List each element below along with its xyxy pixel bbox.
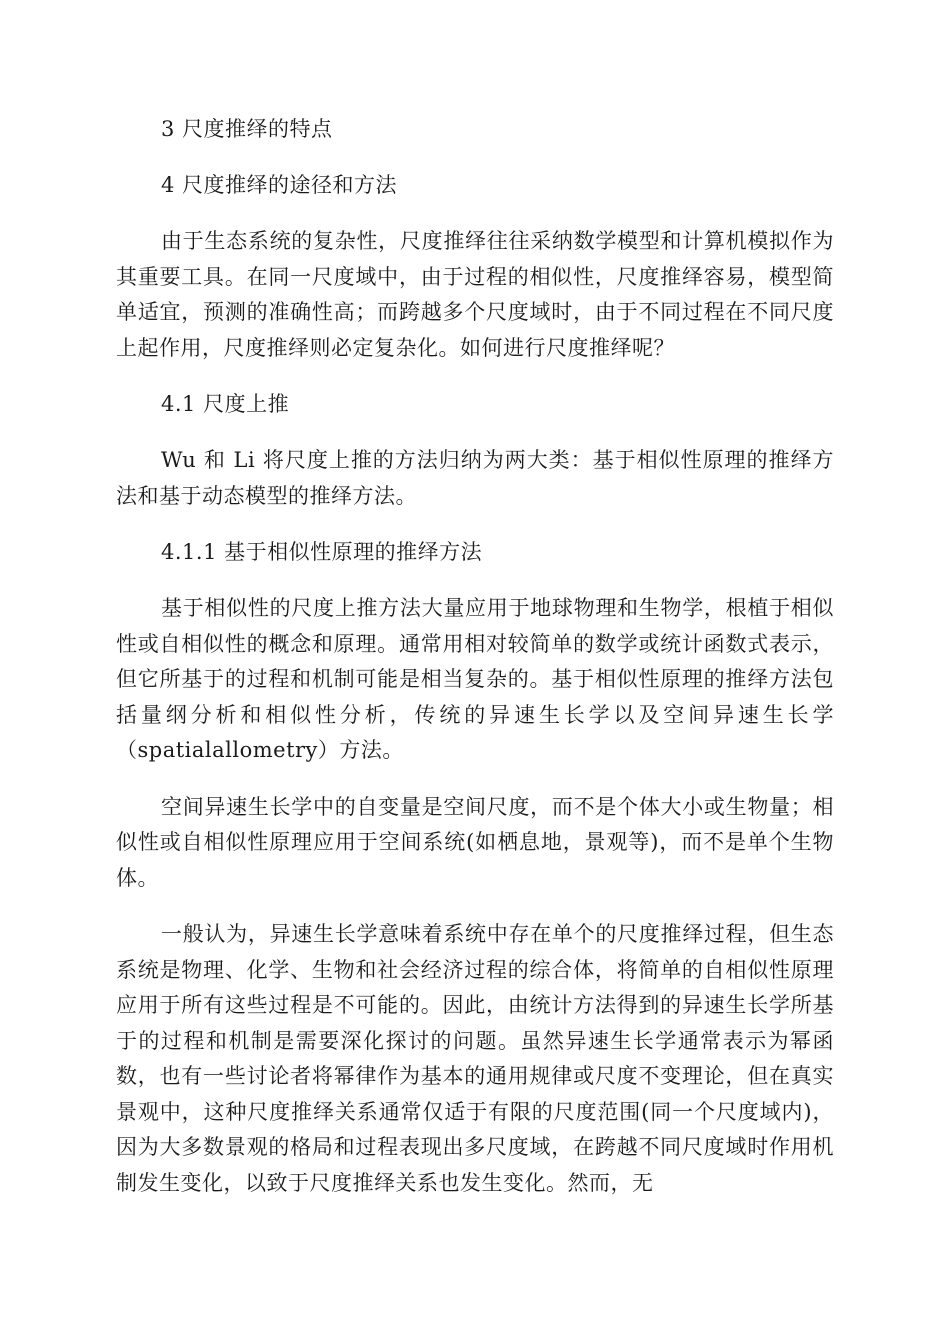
paragraph-5: 一般认为，异速生长学意味着系统中存在单个的尺度推绎过程，但生态系统是物理、化学、生物和社会经济过程的综合体，将简单的自相似性原理应用于所有这些过程是不可能的。因此，由统计方法得到的异速生长学所基于的过程和机制是需要深化探讨的问题。虽然异速生长学通常表示为幂函数，也有一些讨论者将幂律作为基本的通用规律或尺度不变理论，但在真实景观中，这种尺度推绎关系通常仅适于有限的尺度范围(同一个尺度域内)，因为大多数景观的格局和过程表现出多尺度域，在跨越不同尺度域时作用机制发生变化，以致于尺度推绎关系也发生变化。然而，无 xyxy=(116,922,834,1195)
paragraph-4: 空间异速生长学中的自变量是空间尺度，而不是个体大小或生物量；相似性或自相似性原理应用于空间系统(如栖息地，景观等)，而不是单个生物体。 xyxy=(116,794,834,890)
section-heading-4-1-1: 4.1.1 基于相似性原理的推绎方法 xyxy=(161,540,483,564)
section-heading-4-1: 4.1 尺度上推 xyxy=(161,392,290,416)
paragraph-3: 基于相似性的尺度上推方法大量应用于地球物理和生物学，根植于相似性或自相似性的概念和原理。通常用相对较简单的数学或统计函数式表示，但它所基于的过程和机制可能是相当复杂的。基于相似性原理的推绎方法包括量纲分析和相似性分析，传统的异速生长学以及空间异速生长学（spatialallometry）方法。 xyxy=(116,596,834,762)
paragraph-2: Wu 和 Li 将尺度上推的方法归纳为两大类：基于相似性原理的推绎方法和基于动态模型的推绎方法。 xyxy=(116,448,834,508)
paragraph-1: 由于生态系统的复杂性，尺度推绎往往采纳数学模型和计算机模拟作为其重要工具。在同一尺度域中，由于过程的相似性，尺度推绎容易，模型简单适宜，预测的准确性高；而跨越多个尺度域时，由于不同过程在不同尺度上起作用，尺度推绎则必定复杂化。如何进行尺度推绎呢？ xyxy=(116,229,834,360)
document-body xyxy=(116,112,834,1201)
section-heading-4: 4 尺度推绎的途径和方法 xyxy=(161,173,398,197)
section-heading-3: 3 尺度推绎的特点 xyxy=(161,117,333,141)
